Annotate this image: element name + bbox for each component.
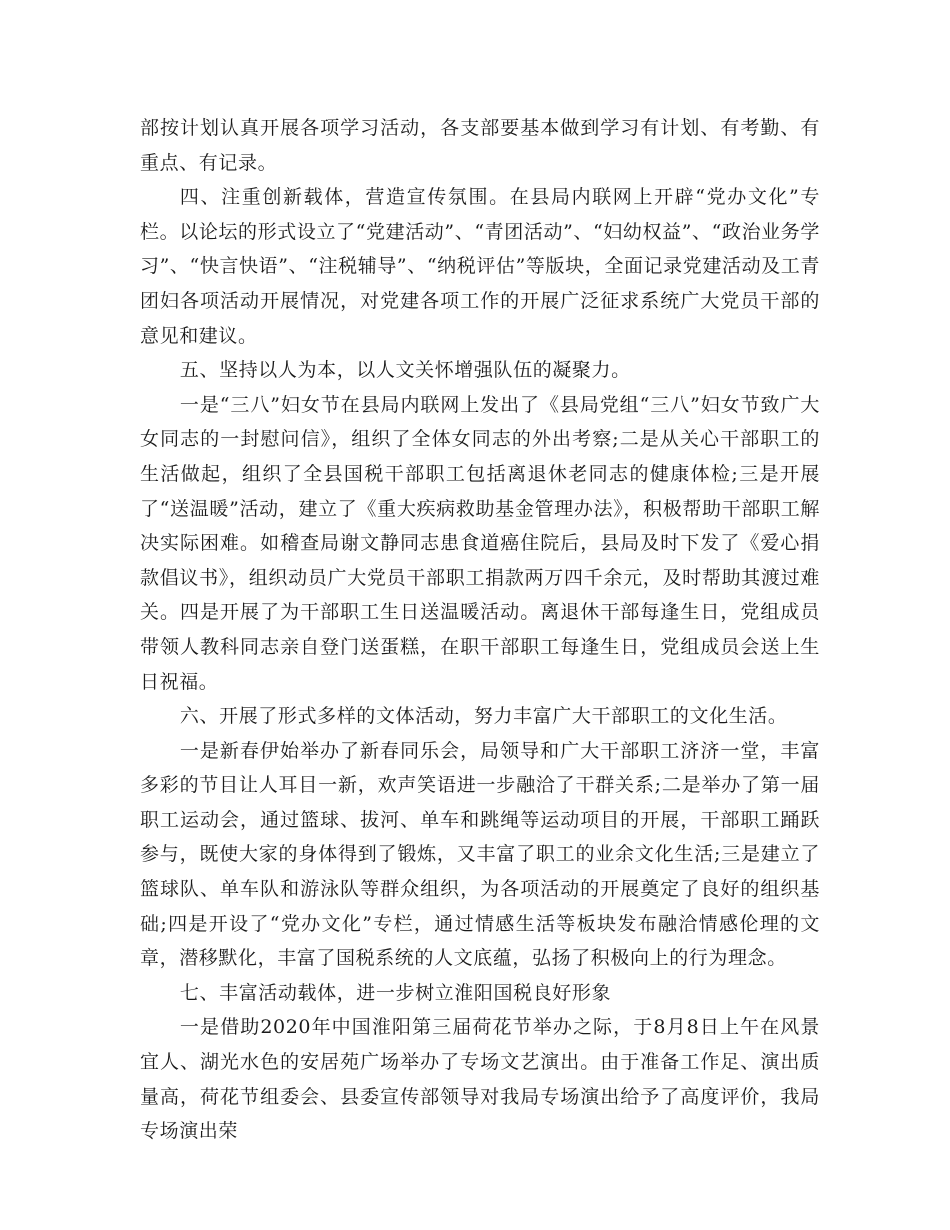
paragraph-section-four: 四、注重创新载体，营造宣传氛围。在县局内联网上开辟“党办文化”专栏。以论坛的形式设立了“党建活动”、“青团活动”、“妇幼权益”、“政治业务学习”、“快言快语”、“注税辅导”、“纳税评估”等版块，全面记录党建活动及工青团妇各项活动开展情况，对党建各项工作的开展广泛征求系统广大党员干部的意见和建议。: [140, 186, 820, 347]
paragraph-section-seven-body: 一是借助2020年中国淮阳第三届荷花节举办之际，于8月8日上午在风景宜人、湖光水色的安居苑广场举办了专场文艺演出。由于准备工作足、演出质量高，荷花节组委会、县委宣传部领导对我局专场演出给予了高度评价，我局专场演出荣: [140, 1016, 820, 1143]
heading-section-seven: 七、丰富活动载体，进一步树立淮阳国税良好形象: [179, 981, 612, 1004]
heading-section-six: 六、开展了形式多样的文体活动，努力丰富广大干部职工的文化生活。: [179, 705, 788, 728]
paragraph-study-activities: 部按计划认真开展各项学习活动，各支部要基本做到学习有计划、有考勤、有重点、有记录。: [140, 117, 820, 174]
document-body: [140, 111, 820, 1149]
paragraph-section-five-body: 一是“三八”妇女节在县局内联网上发出了《县局党组“三八”妇女节致广大女同志的一封慰问信》，组织了全体女同志的外出考察;二是从关心干部职工的生活做起，组织了全县国税干部职工包括离退休老同志的健康体检;三是开展了“送温暖”活动，建立了《重大疾病救助基金管理办法》，积极帮助干部职工解决实际困难。如稽查局谢文静同志患食道癌住院后，县局及时下发了《爱心捐款倡议书》，组织动员广大党员干部职工捐款两万四千余元，及时帮助其渡过难关。四是开展了为干部职工生日送温暖活动。离退休干部每逢生日，党组成员带领人教科同志亲自登门送蛋糕，在职干部职工每逢生日，党组成员会送上生日祝福。: [140, 393, 820, 693]
paragraph-section-six-body: 一是新春伊始举办了新春同乐会，局领导和广大干部职工济济一堂，丰富多彩的节目让人耳目一新，欢声笑语进一步融洽了干群关系;二是举办了第一届职工运动会，通过篮球、拔河、单车和跳绳等运动项目的开展，干部职工踊跃参与，既使大家的身体得到了锻炼，又丰富了职工的业余文化生活;三是建立了篮球队、单车队和游泳队等群众组织，为各项活动的开展奠定了良好的组织基础;四是开设了“党办文化”专栏，通过情感生活等板块发布融洽情感伦理的文章，潜移默化，丰富了国税系统的人文底蕴，弘扬了积极向上的行为理念。: [140, 739, 820, 970]
heading-section-five: 五、坚持以人为本，以人文关怀增强队伍的凝聚力。: [179, 359, 631, 382]
